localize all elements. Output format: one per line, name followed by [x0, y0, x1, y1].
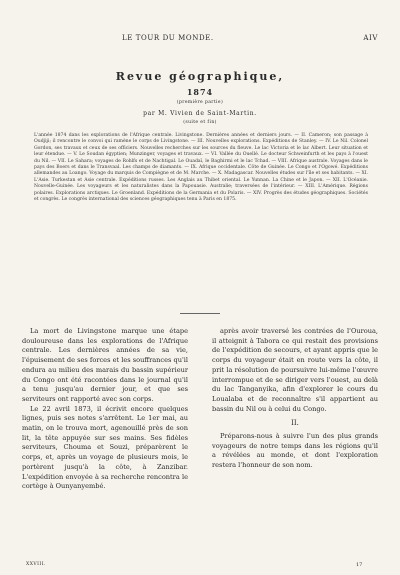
article-part: (première partie) — [176, 100, 224, 105]
right-column — [212, 327, 378, 471]
running-title: LE TOUR DU MONDE. — [122, 34, 214, 42]
summary-paragraph: L'année 1874 dans les explorations de l'Afrique centrale. Livingstone. Dernières années et derniers jours. — II. Cameron; son passage à Oudjiji; il rencontre le convoi qui ramène le corps de Livingstone. — III. Nouvelles explorations. Expéditions de Stanley. — IV. Le Nil. Colonel Gordon, ses travaux et ceux de ses officiers. Nouvelles recherches sur les sources du fleuve. Le lac Victoria et le lac Albert. Leur situation et leur étendue. — V. Le Soudan égyptien; Munzinger, voyages et travaux. — VI. Vallée du Ouellé. Le docteur Schweinfurth et les pays à l'ouest du Nil. — VII. Le Sahara; voyages de Rohlfs et de Nachtigal. Le Ouadaï, le Baghirmi et le lac Tchad. — VIII. Afrique australe. Voyages dans le pays des Boers et dans le Transvaal. Les champs de diamants. — IX. Afrique occidentale. Côte de Guinée. Le Congo et l'Ogowé. Expéditions allemandes au Loango. Voyage du marquis de Compiègne et de M. Marche. — X. Madagascar. Nouvelles études sur l'île et ses habitants. — XI. L'Asie. Turkestan et Asie centrale. Expéditions russes. Les Anglais au Thibet oriental. Le Yunnan. La Chine et le Japon. — XII. L'Océanie. Nouvelle-Guinée. Les voyageurs et les naturalistes dans la Papouasie. Australie; traversées de l'intérieur. — XIII. L'Amérique. Régions polaires. Explorations arctiques. Le Groenland. Expéditions de la Germania et du Polaris. — XIV. Progrès des études géographiques. Sociétés et congrès. Le congrès international des sciences géographiques tenu à Paris en 1875. — [34, 133, 368, 203]
article-subtitle: (suite et fin) — [183, 120, 217, 125]
article-year: 1874 — [186, 87, 214, 97]
paragraph: Le 22 avril 1873, il écrivit encore quelques lignes, puis ses notes s'arrêtent. Le 1er mai, au matin, on le trouva mort, agenouillé près de son lit, la tête appuyée sur ses mains. Ses fidèles serviteurs, Chouma et Souzi, préparèrent le corps, et, après un voyage de plusieurs mois, le portèrent jusqu'à la côte, à Zanzibar. L'expédition envoyée à sa recherche rencontra le cortège à Ounyanyembé. — [22, 404, 188, 491]
left-column — [22, 327, 188, 492]
separator-rule — [180, 313, 220, 314]
section-numeral: II. — [291, 419, 299, 428]
signature-mark: XXVIII. — [26, 562, 46, 567]
page-number: AIV — [363, 34, 378, 42]
signature-number: 17 — [356, 562, 363, 568]
paragraph: après avoir traversé les contrées de l'Ouroua, il atteignit à Tabora ce qui restait des provisions de l'expédition de secours, et ayant appris que le corps du voyageur était en route vers la côte, il prit la résolution de poursuivre lui-même l'œuvre interrompue et de se diriger vers l'ouest, au delà du lac Tanganyika, afin d'explorer le cours du Loualaba et de reconnaître s'il appartient au bassin du Nil ou à celui du Congo. — [212, 327, 378, 413]
paragraph: Préparons-nous à suivre l'un des plus grands voyageurs de notre temps dans les régions qu'il a révélées au monde, et dont l'exploration restera l'honneur de son nom. — [212, 432, 378, 470]
paragraph: La mort de Livingstone marque une étape douloureuse dans les explorations de l'Afrique centrale. Les dernières années de sa vie, l'épuisement de ses forces et les souffrances qu'il endura au milieu des marais du bassin supérieur du Congo ont été racontées dans le journal qu'il a tenu jusqu'au dernier jour, et que ses serviteurs ont rapporté avec son corps. — [22, 327, 188, 403]
article-title: Revue géographique, — [115, 70, 285, 83]
article-byline: par M. Vivien de Saint-Martin. — [143, 110, 257, 117]
running-header — [22, 34, 378, 46]
